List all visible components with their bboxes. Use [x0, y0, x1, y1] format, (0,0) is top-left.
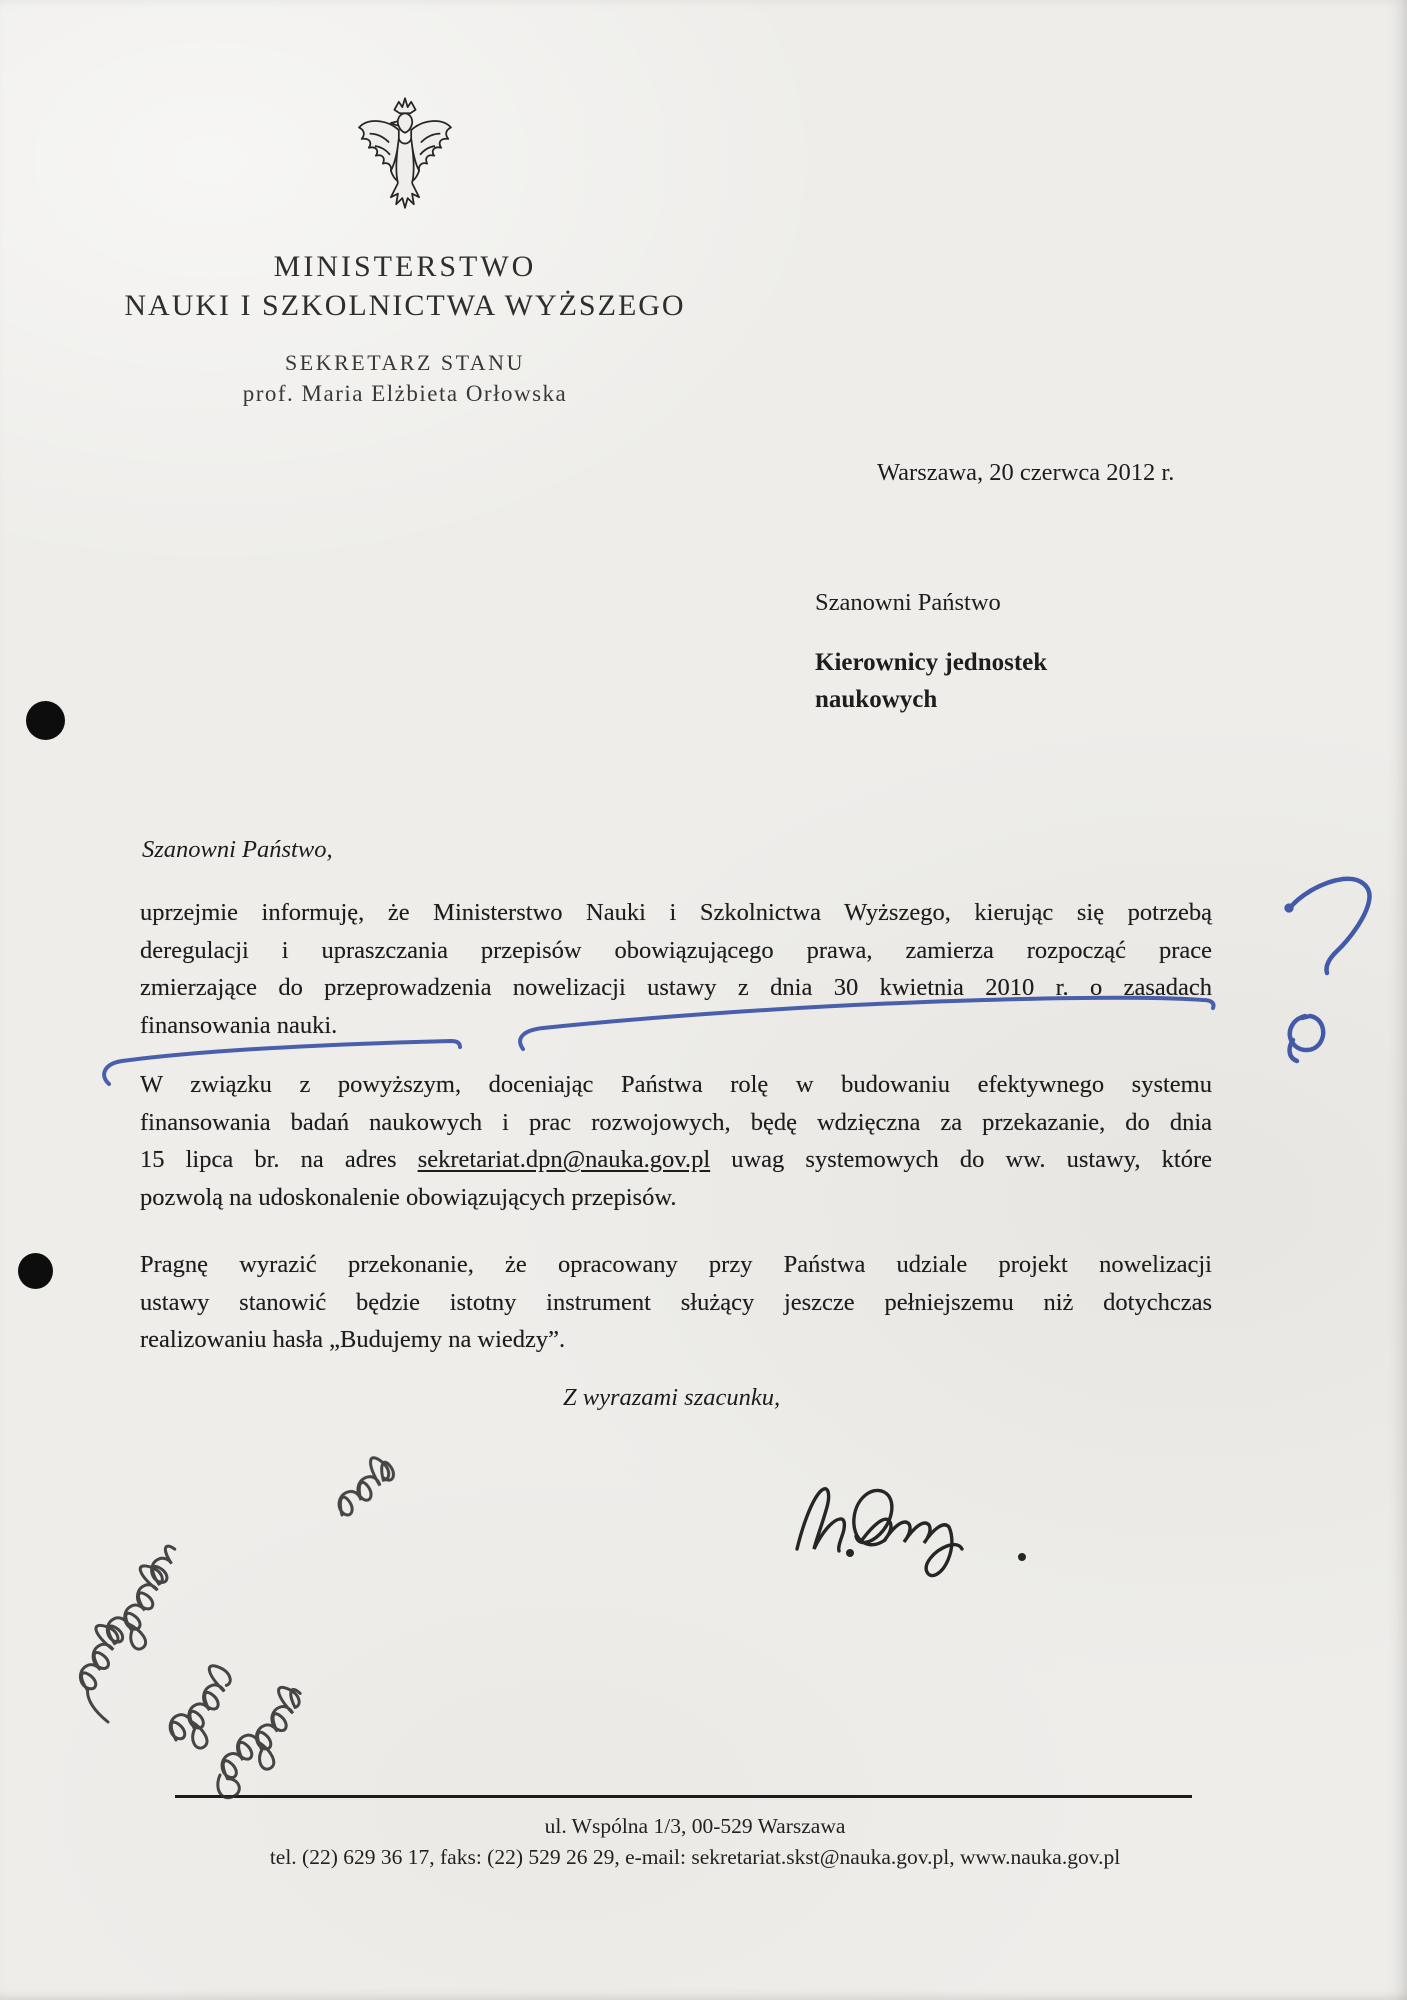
paragraph-line: finansowania nauki.: [140, 1011, 338, 1039]
text-segment: uwag systemowych do ww. ustawy, które: [710, 1146, 1212, 1173]
signature-scribble: [797, 1489, 1024, 1576]
paragraph-line: Pragnę wyrazić przekonanie, że opracowany przy Państwa udziale projekt nowelizacji: [140, 1251, 1212, 1278]
dateline: Warszawa, 20 czerwca 2012 r.: [877, 459, 1175, 486]
paragraph-line: [140, 1141, 1212, 1179]
recipient-line1: Kierownicy jednostek: [815, 649, 1048, 676]
footer-rule: [175, 1795, 1192, 1798]
official-name: prof. Maria Elżbieta Orłowska: [242, 381, 568, 406]
paragraph-line: finansowania badań naukowych i prac rozwojowych, będę wdzięczna za przekazanie, do dnia: [140, 1108, 1212, 1136]
ministry-name-line1: MINISTERSTWO: [273, 250, 537, 283]
paragraph-line: ustawy stanowić będzie istotny instrument służący jeszcze pełniejszemu niż dotychczas: [140, 1288, 1212, 1316]
text-segment: 15 lipca br. na adres: [140, 1146, 418, 1173]
recipient-greeting: Szanowni Państwo: [815, 589, 1001, 616]
paragraph-2: [140, 1066, 1212, 1216]
paragraph-line: zmierzające do przeprowadzenia nowelizacji ustawy z dnia 30 kwietnia 2010 r. o zasadach: [140, 974, 1212, 1001]
closing-phrase: Z wyrazami szacunku,: [563, 1384, 781, 1411]
paragraph-line: realizowaniu hasła „Budujemy na wiedzy”.: [140, 1326, 566, 1353]
margin-question-mark: [1287, 879, 1370, 1061]
paragraph-line: uprzejmie informuję, że Ministerstwo Nauki i Szkolnictwa Wyższego, kierując się potrzebą: [140, 899, 1212, 926]
handwritten-note-scribble: [57, 1452, 398, 1808]
official-title: SEKRETARZ STANU: [285, 350, 525, 375]
paragraph-3: [140, 1246, 1212, 1359]
hole-punch-mark: [18, 1253, 53, 1289]
paragraph-line: W związku z powyższym, doceniając Państwa rolę w budowaniu efektywnego systemu: [140, 1071, 1212, 1098]
hole-punch-mark: [26, 701, 65, 740]
footer-address: ul. Wspólna 1/3, 00-529 Warszawa: [544, 1814, 846, 1838]
recipient-block: [815, 588, 1047, 718]
paragraph-line: pozwolą na udoskonalenie obowiązujących przepisów.: [140, 1183, 677, 1211]
footer-block: [115, 1811, 1275, 1873]
salutation: Szanowni Państwo,: [142, 836, 333, 863]
eagle-emblem-icon: [352, 90, 458, 232]
email-address: sekretariat.dpn@nauka.gov.pl: [417, 1146, 711, 1173]
footer-contact: tel. (22) 629 36 17, faks: (22) 529 26 29, e-mail: sekretariat.skst@nauka.gov.pl, www.nauka.gov.pl: [269, 1845, 1121, 1869]
recipient-line2: naukowych: [815, 686, 938, 713]
ministry-name-line2: NAUKI I SZKOLNICTWA WYŻSZEGO: [124, 289, 686, 322]
paragraph-1: [140, 894, 1212, 1044]
paragraph-line: deregulacji i upraszczania przepisów obowiązującego prawa, zamierza rozpocząć prace: [140, 936, 1212, 964]
